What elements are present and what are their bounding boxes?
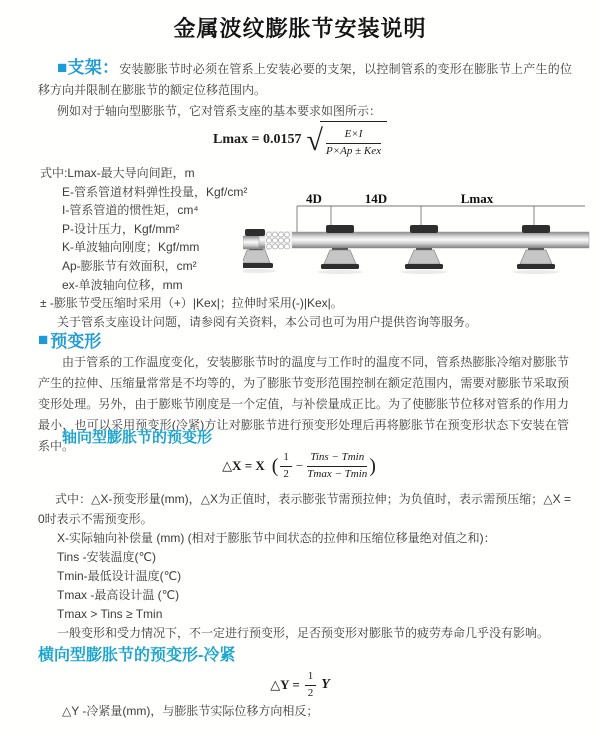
lateral-note: △Y -冷紧量(mm)，与膨胀节实际位移方向相反； [62, 704, 319, 718]
support-section-paragraph [38, 57, 572, 101]
axial-subsection-heading: 轴向型膨胀节的预变形 [62, 429, 213, 446]
predeform-paragraph: 由于管系的工作温度变化，安装膨胀节时的温度与工作时的温度不同，管系热膨胀冷缩对膨胀节产生的拉伸、压缩量常常是不均等的，为了膨胀节变形范围控制在额定范围内，需要对膨胀节采取预变形处理。另外，由于膨账节刚度是一个定值，与补偿量成正比。为了使膨胀节位移对管系的作用力最小，也可以采用预变形(冷紧)方让对膨胀节进行预变形处理后再将膨胀节在预变形状态下安装在管系中。 [38, 355, 569, 453]
minus-operator: − [295, 458, 304, 474]
formula-lhs: Lmax = 0.0157 [213, 131, 302, 147]
open-paren: ( [271, 455, 279, 478]
lmax-formula [0, 121, 600, 159]
definition-row: 式中:Lmax-最大导向间距，m [40, 166, 195, 180]
note-row: Tins -安装温度(℃) [57, 550, 157, 564]
predeform-heading-label: 预变形 [50, 332, 102, 351]
fraction-numerator: 1 [280, 451, 292, 467]
close-paren: ) [369, 455, 376, 478]
note-row: Tmin-最低设计温度(℃) [57, 569, 182, 583]
axial-predeform-formula [0, 451, 600, 482]
definition-row: ± -膨胀节受压缩时采用（+）|Kex|；拉伸时采用(-)|Kex|。 [40, 296, 343, 311]
lateral-subsection-heading: 横向型膨胀节的预变形-冷紧 [38, 647, 236, 664]
fraction [326, 128, 381, 159]
dim-label-14d: 14D [364, 192, 388, 206]
page-title: 金属波纹膨胀节安装说明 [173, 16, 427, 41]
dim-label-lmax: Lmax [460, 192, 494, 206]
fraction-denominator: 2 [283, 467, 289, 480]
definition-row: P-设计压力，Kgf/mm² [62, 221, 180, 236]
fraction-numerator: 1 [305, 670, 317, 686]
pipe-support-spacing-diagram [243, 192, 600, 276]
bellows-icon [265, 231, 292, 249]
note-row: Tmax > Tins ≥ Tmin [57, 607, 163, 621]
fraction-denominator: P×Ap ± Kex [325, 144, 381, 157]
axial-formula-explanation: 式中：△X-预变形量(mm)，△X为正值时，表示膨张节需预拉伸；为负值时，表示需预压缩；△X = 0时表示不需预变形。 [38, 492, 571, 526]
definition-row: I-管系管道的惯性矩，cm⁴ [62, 203, 199, 218]
section-bullet-icon: ■ [38, 329, 49, 349]
definition-row: Ap-膨胀节有效面积，cm² [62, 258, 197, 273]
pipe [243, 232, 589, 249]
fraction-numerator: E×I [326, 128, 381, 144]
formula-rhs: Y [321, 677, 330, 693]
formula-lhs: △Y = [270, 677, 300, 693]
support-example-text: 例如对于轴向型膨胀节，它对管系支座的基本要求如图所示： [57, 104, 382, 118]
dim-label-4d: 4D [306, 192, 322, 206]
definition-row: 关于管系支座设计问题，请参阅有关资料，本公司也可为用户提供咨询等服务。 [57, 314, 478, 329]
predeform-section-heading [38, 327, 101, 352]
section-bullet-icon: ■ [57, 58, 68, 77]
fraction-numerator: Tins − Tmin [307, 451, 367, 467]
definition-row: E-管系管道材料弹性投量，Kgf/cm² [62, 184, 248, 199]
support-intro-text: 安装膨胀节时必须在管系上安装必要的支架，以控制管系的变形在膨胀节上产生的位移方向并限制在膨胀节的额定位移范围内。 [38, 62, 572, 97]
fraction [307, 451, 367, 482]
axial-notes-list [57, 529, 577, 643]
fraction-denominator: Tmax − Tmin [307, 467, 368, 480]
fraction-denominator: 2 [307, 686, 314, 699]
fraction [280, 451, 292, 482]
definition-row: K-单波轴向刚度；Kgf/mm [62, 240, 200, 255]
sqrt-radical-icon: √ [306, 123, 323, 157]
sqrt-body [320, 121, 387, 159]
support-section-heading: 支架： [67, 58, 120, 77]
formula-lhs: △X = X [222, 458, 265, 474]
note-row: 一般变形和受力情况下，不一定进行预变形，足否预变形对膨胀节的疲劳寿命几乎没有影响。 [57, 626, 550, 640]
fraction [305, 670, 317, 701]
lateral-predeform-formula [0, 670, 600, 701]
definition-row: ex-单波轴向位移，mm [62, 277, 183, 292]
note-row: X-实际轴向补偿量 (mm) (相对于膨胀节中间状态的拉伸和压缩位移量绝对值之和)： [57, 531, 496, 545]
note-row: Tmax -最高设计温 (℃) [57, 588, 180, 602]
